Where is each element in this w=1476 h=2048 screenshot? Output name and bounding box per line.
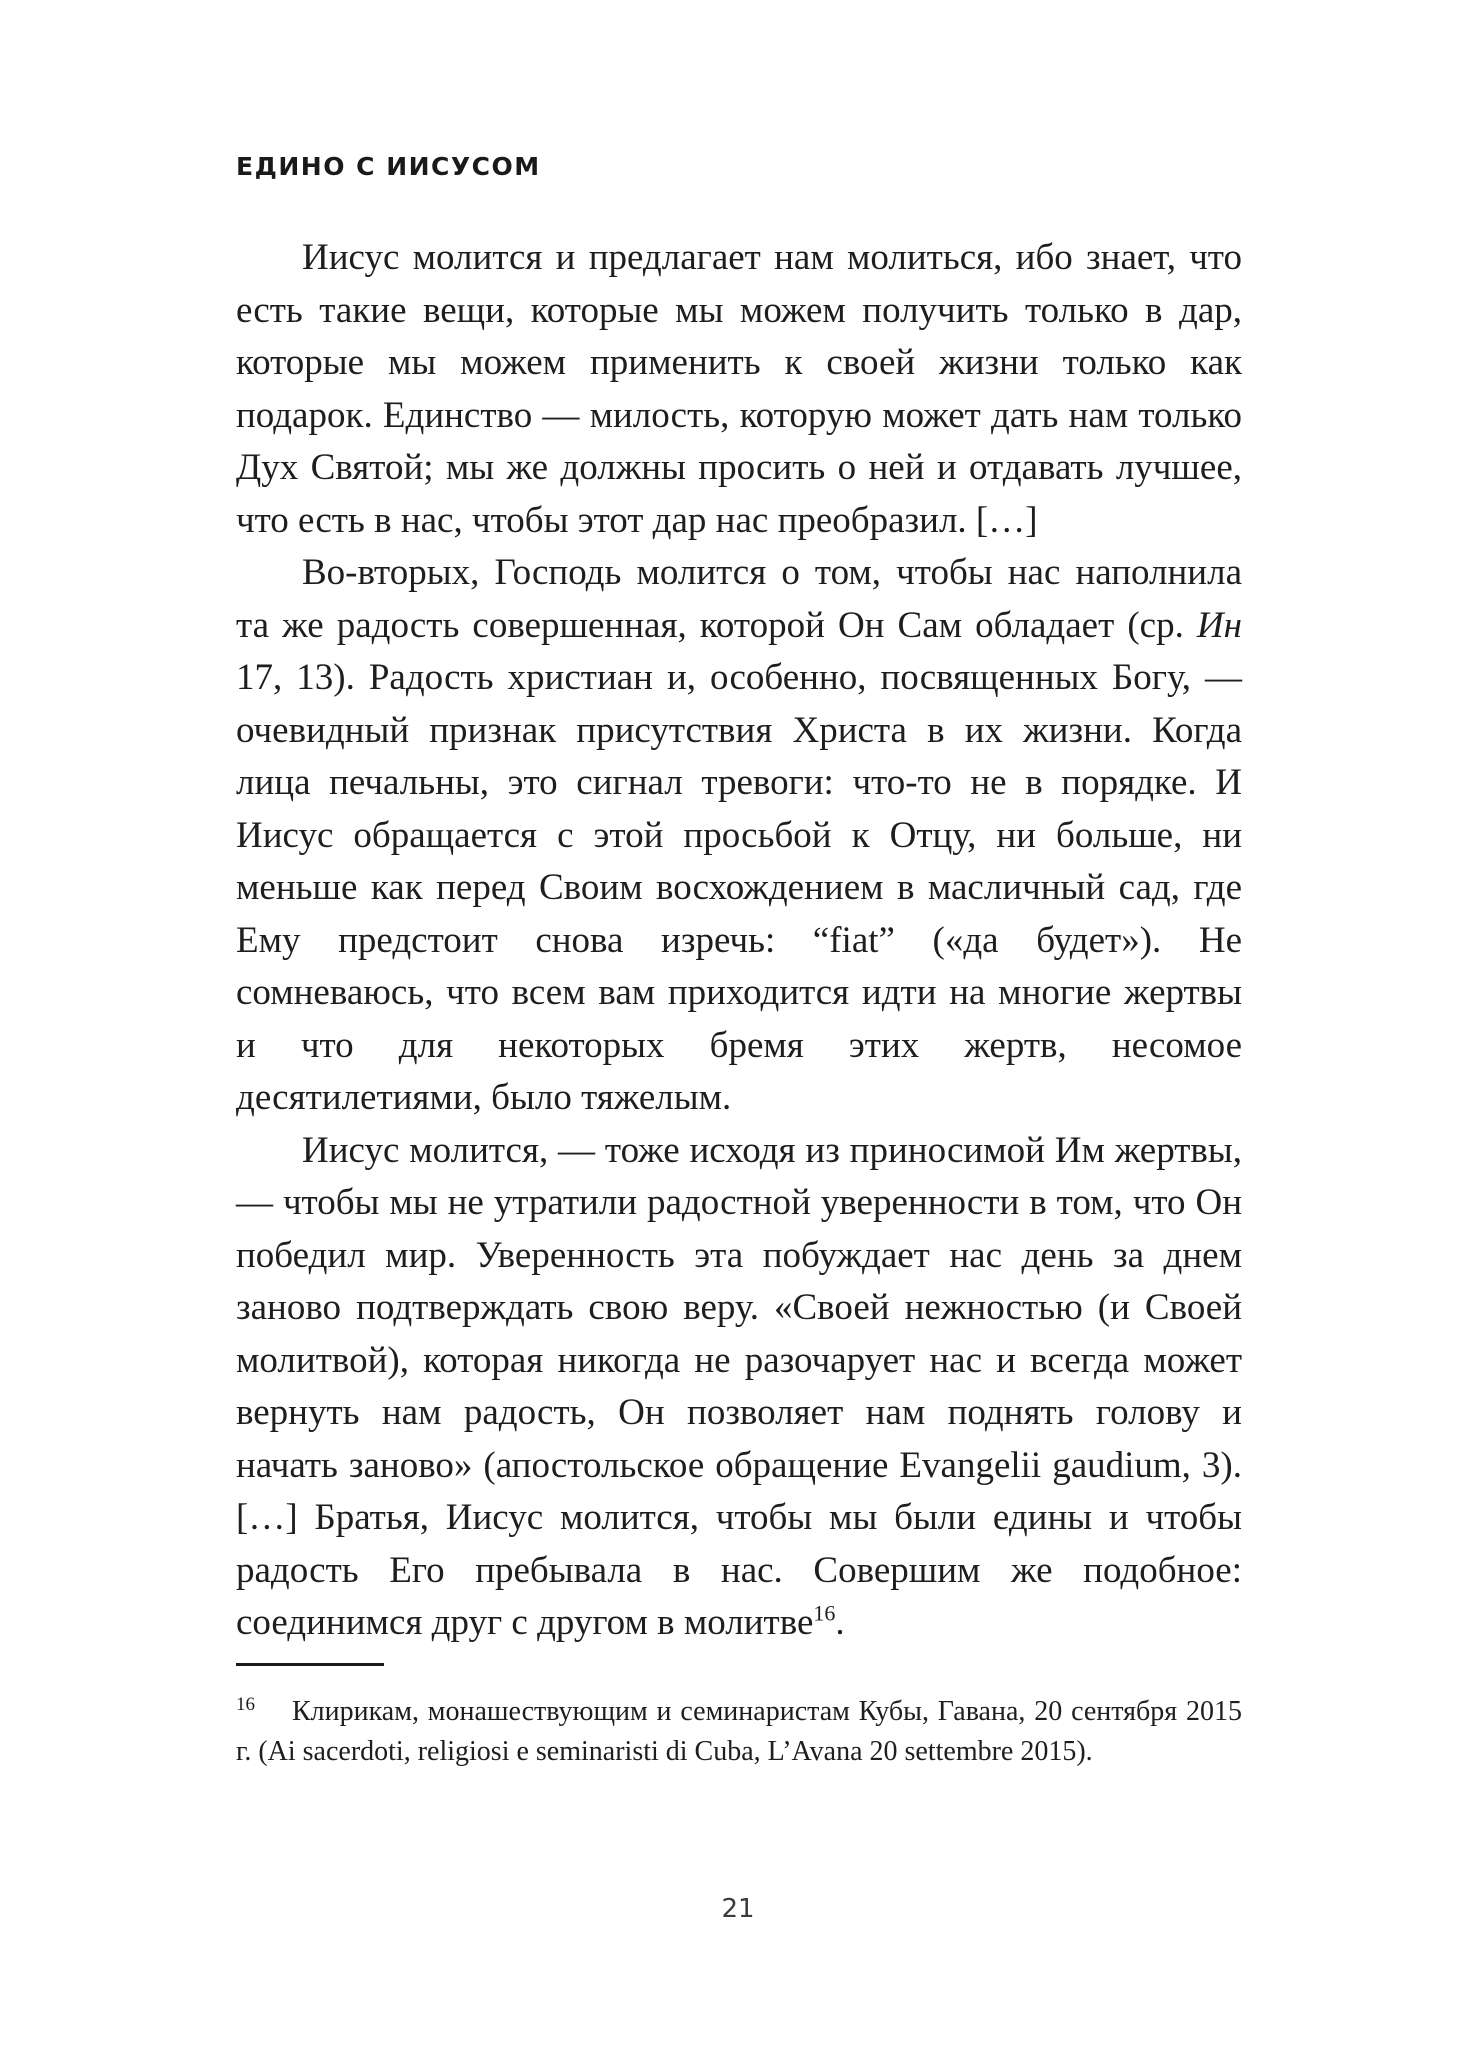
footnote-divider	[236, 1663, 384, 1666]
paragraph-2-text-start: Во-вторых, Господь молится о том, чтобы нас наполнила та же радость совершенная, которой Он Сам обладает (ср.	[236, 552, 1242, 646]
paragraph-2	[236, 547, 1242, 1125]
paragraph-3	[236, 1125, 1242, 1650]
paragraph-2-text-end: 17, 13). Радость христиан и, особенно, посвященных Богу, — очевидный признак присутствия Христа в их жизни. Когда лица печальны, это сигнал тревоги: что-то не в порядке. И Иисус обращается с этой просьбой к Отцу, ни больше, ни меньше как перед Своим восхождением в масличный сад, где Ему предстоит снова изречь: “fiat” («да будет»). Не сомневаюсь, что всем вам приходится идти на многие жертвы и что для некоторых бремя этих жертв, несомое десятилетиями, было тяжелым.	[236, 657, 1242, 1118]
scripture-reference: Ин	[1196, 604, 1242, 646]
footnote-reference-mark: 16	[813, 1600, 836, 1626]
body-text	[236, 232, 1242, 1650]
paragraph-3-end: .	[835, 1602, 845, 1643]
page-number: 21	[721, 1894, 755, 1924]
paragraph-1: Иисус молится и предлагает нам молиться, ибо знает, что есть такие вещи, которые мы можем получить только в дар, которые мы можем применить к своей жизни только как подарок. Единство — милость, которую может дать нам только Дух Святой; мы же должны просить о ней и отдавать лучшее, что есть в нас, чтобы этот дар нас преобразил. […]	[236, 237, 1242, 541]
running-head: ЕДИНО С ИИСУСОМ	[236, 152, 541, 181]
footnote-text: Клирикам, монашествующим и семинаристам Кубы, Гавана, 20 сентября 2015 г. (Ai sacerdoti, religiosi e seminaristi di Cuba, L’Avana 20 settembre 2015).	[236, 1696, 1242, 1767]
footnote: 16 Клирикам, монашествующим и семинаристам Кубы, Гавана, 20 сентября 2015 г. (Ai sacerdoti, religiosi e seminaristi di Cuba, L’Avana 20 settembre 2015).	[236, 1693, 1242, 1767]
paragraph-3-text: Иисус молится, — тоже исходя из приносимой Им жертвы, — чтобы мы не утратили радостной уверенности в том, что Он победил мир. Уверенность эта побуждает нас день за днем заново подтверждать свою веру. «Своей нежностью (и Своей молитвой), которая никогда не разочарует нас и всегда может вернуть нам радость, Он позволяет нам поднять голову и начать заново» (апостольское обращение Evangelii gaudium, 3). […] Братья, Иисус молится, чтобы мы были едины и чтобы радость Его пребывала в нас. Совершим же подобное: соединимся друг с другом в молитве	[236, 1129, 1242, 1643]
